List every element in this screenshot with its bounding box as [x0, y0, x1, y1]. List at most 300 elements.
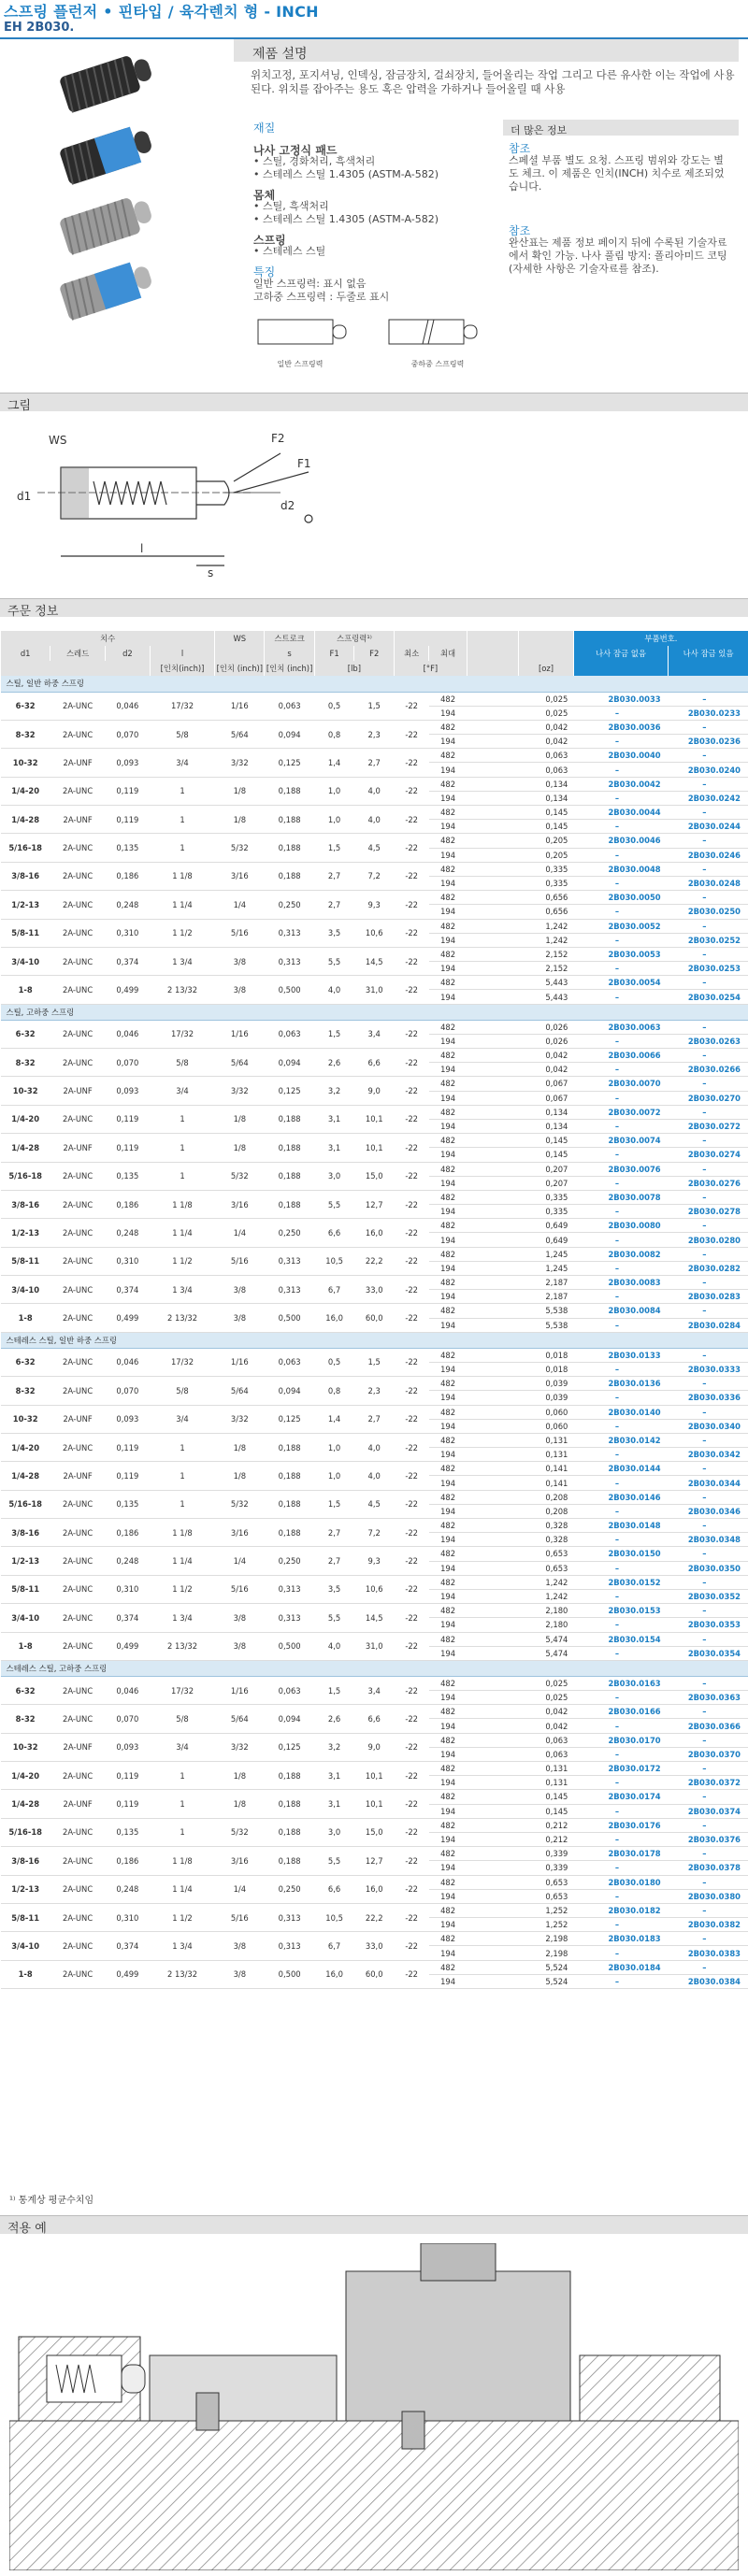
part-number-lock[interactable]: 2B030.0080 — [573, 1219, 668, 1233]
part-number-nolock[interactable]: 2B030.0350 — [669, 1561, 748, 1575]
part-number-nolock[interactable]: 2B030.0244 — [669, 820, 748, 834]
dash: – — [573, 1946, 668, 1960]
cell-weight: 0,207 — [519, 1176, 574, 1190]
dash: – — [669, 919, 748, 933]
cell: -22 — [395, 1960, 429, 1988]
part-number-lock[interactable]: 2B030.0150 — [573, 1547, 668, 1561]
th-ws-unit: [인치 (inch)] — [215, 661, 265, 676]
product-photo-1 — [11, 45, 189, 124]
cell: -22 — [395, 1219, 429, 1247]
cell: -22 — [395, 1162, 429, 1190]
cell: 22,2 — [354, 1903, 395, 1931]
drawing-label-l: l — [140, 542, 144, 555]
cell: 5/16-18 — [1, 834, 50, 862]
part-number-lock[interactable]: 2B030.0180 — [573, 1875, 668, 1889]
cell: 0,063 — [265, 1348, 314, 1376]
part-number-lock[interactable]: 2B030.0042 — [573, 777, 668, 791]
table-row — [1, 1604, 748, 1618]
part-number-nolock[interactable]: 2B030.0240 — [669, 763, 748, 777]
cell: -22 — [395, 1247, 429, 1275]
part-number-lock[interactable]: 2B030.0082 — [573, 1247, 668, 1261]
cell: 9,0 — [354, 1077, 395, 1105]
part-number-nolock[interactable]: 2B030.0233 — [669, 706, 748, 720]
dash: – — [573, 1918, 668, 1932]
part-number-nolock[interactable]: 2B030.0342 — [669, 1448, 748, 1462]
part-number-nolock[interactable]: 2B030.0344 — [669, 1476, 748, 1490]
part-number-lock[interactable]: 2B030.0040 — [573, 749, 668, 763]
group-row — [1, 1660, 748, 1676]
group-row — [1, 1004, 748, 1020]
cell: 9,3 — [354, 1547, 395, 1575]
cell: 1 1/4 — [150, 1875, 214, 1903]
cell: 3/32 — [215, 1733, 265, 1761]
cell: 2A-UNF — [50, 1134, 106, 1162]
part-number-lock[interactable]: 2B030.0052 — [573, 919, 668, 933]
part-number-lock[interactable]: 2B030.0154 — [573, 1632, 668, 1646]
cell-weight: 0,063 — [519, 763, 574, 777]
cell-weight: 1,252 — [519, 1918, 574, 1932]
part-number-lock[interactable]: 2B030.0046 — [573, 834, 668, 848]
cell: 1/16 — [215, 1348, 265, 1376]
cell: 0,188 — [265, 1818, 314, 1846]
cell-weight: 0,026 — [519, 1020, 574, 1034]
cell-weight: 0,018 — [519, 1362, 574, 1376]
part-number-lock[interactable]: 2B030.0148 — [573, 1519, 668, 1533]
part-number-lock[interactable]: 2B030.0074 — [573, 1134, 668, 1148]
dash: – — [669, 1490, 748, 1504]
cell: 2A-UNC — [50, 1705, 106, 1733]
part-number-nolock[interactable]: 2B030.0280 — [669, 1233, 748, 1247]
cell: -22 — [395, 947, 429, 975]
part-number-lock[interactable]: 2B030.0140 — [573, 1405, 668, 1419]
cell-tmax: 482 — [429, 1818, 468, 1832]
part-number-nolock[interactable]: 2B030.0274 — [669, 1148, 748, 1162]
cell: 1 1/2 — [150, 1247, 214, 1275]
drawing-label-s: s — [208, 566, 214, 580]
cell: 3,4 — [354, 1020, 395, 1048]
cell: 3,2 — [314, 1077, 354, 1105]
part-number-nolock[interactable]: 2B030.0236 — [669, 735, 748, 749]
cell: 1,0 — [314, 1433, 354, 1461]
cell: -22 — [395, 1377, 429, 1405]
cell-tmax: 482 — [429, 1219, 468, 1233]
dash: – — [669, 749, 748, 763]
part-number-nolock[interactable]: 2B030.0384 — [669, 1974, 748, 1988]
cell: 0,248 — [105, 891, 150, 919]
cell: 0,248 — [105, 1219, 150, 1247]
application-drawing — [9, 2243, 739, 2570]
cell: -22 — [395, 1762, 429, 1790]
group-title: 스틸, 일반 하중 스프링 — [1, 676, 748, 692]
part-number-lock[interactable]: 2B030.0072 — [573, 1105, 668, 1119]
cell-weight: 0,134 — [519, 777, 574, 791]
part-number-lock[interactable]: 2B030.0174 — [573, 1790, 668, 1804]
cell: 3,1 — [314, 1762, 354, 1790]
cell: 0,119 — [105, 1433, 150, 1461]
caption-normal: 일반 스프링력 — [277, 360, 324, 368]
cell: 3/4 — [150, 749, 214, 777]
cell: 10,1 — [354, 1790, 395, 1818]
part-number-lock[interactable]: 2B030.0166 — [573, 1705, 668, 1719]
product-photo-4 — [11, 252, 189, 332]
dash: – — [573, 1504, 668, 1518]
part-number-nolock[interactable]: 2B030.0246 — [669, 848, 748, 862]
cell: 0,188 — [265, 834, 314, 862]
table-row — [1, 1790, 748, 1804]
group-title: 스테레스 스틸, 고하중 스프링 — [1, 1660, 748, 1676]
cell-tmax: 194 — [429, 1034, 468, 1048]
cell-tmax: 482 — [429, 891, 468, 905]
cell: 1 — [150, 1490, 214, 1518]
part-number-nolock[interactable]: 2B030.0352 — [669, 1589, 748, 1603]
cell-weight: 0,656 — [519, 905, 574, 919]
cell: -22 — [395, 720, 429, 748]
cell: 5/32 — [215, 1162, 265, 1190]
part-number-nolock[interactable]: 2B030.0372 — [669, 1776, 748, 1790]
cell-tmax: 194 — [429, 933, 468, 947]
cell: 16,0 — [354, 1219, 395, 1247]
part-number-lock[interactable]: 2B030.0176 — [573, 1818, 668, 1832]
part-number-nolock[interactable]: 2B030.0242 — [669, 791, 748, 805]
part-number-lock[interactable]: 2B030.0170 — [573, 1733, 668, 1747]
cell-tmax: 194 — [429, 1318, 468, 1332]
part-number-nolock[interactable]: 2B030.0383 — [669, 1946, 748, 1960]
dash: – — [573, 1646, 668, 1660]
body-heading: 몸체 — [253, 189, 276, 202]
cell-tmax: 482 — [429, 1733, 468, 1747]
cell: -22 — [395, 1932, 429, 1960]
cell: 3/8-16 — [1, 1190, 50, 1218]
part-number-nolock[interactable]: 2B030.0353 — [669, 1618, 748, 1632]
dash: – — [669, 1377, 748, 1391]
cell-weight: 5,538 — [519, 1318, 574, 1332]
cell-weight: 0,067 — [519, 1077, 574, 1091]
cell: 2A-UNC — [50, 1932, 106, 1960]
cell-weight: 0,042 — [519, 1049, 574, 1063]
cell: 2A-UNC — [50, 1762, 106, 1790]
cell: 0,313 — [265, 1276, 314, 1304]
cell: 1-8 — [1, 976, 50, 1004]
cell: 0,188 — [265, 777, 314, 805]
cell-tmax: 194 — [429, 1974, 468, 1988]
part-number-nolock[interactable]: 2B030.0346 — [669, 1504, 748, 1518]
cell: 0,313 — [265, 947, 314, 975]
dash: – — [669, 1705, 748, 1719]
cell: 0,135 — [105, 1818, 150, 1846]
cell: 4,0 — [354, 1433, 395, 1461]
dash: – — [669, 1247, 748, 1261]
dash: – — [669, 891, 748, 905]
cell: 2A-UNC — [50, 1105, 106, 1133]
part-number-lock[interactable]: 2B030.0053 — [573, 947, 668, 961]
cell: 1,5 — [354, 692, 395, 720]
cell: 0,125 — [265, 1077, 314, 1105]
part-number-lock[interactable]: 2B030.0172 — [573, 1762, 668, 1776]
application-section-title: 적용 예 — [7, 2222, 47, 2236]
technical-drawing — [0, 416, 430, 580]
part-number-lock[interactable]: 2B030.0152 — [573, 1575, 668, 1589]
cell-tmax: 194 — [429, 1861, 468, 1875]
dash: – — [669, 1762, 748, 1776]
drawing-label-f2: F2 — [271, 432, 285, 445]
cell: 0,093 — [105, 1405, 150, 1433]
table-row — [1, 1247, 748, 1261]
part-number-lock[interactable]: 2B030.0078 — [573, 1190, 668, 1204]
part-number-nolock[interactable]: 2B030.0376 — [669, 1832, 748, 1846]
cell: 2A-UNC — [50, 834, 106, 862]
dash: – — [573, 706, 668, 720]
cell: 2,7 — [314, 1519, 354, 1547]
feature-heading: 특징 — [253, 265, 276, 279]
cell: -22 — [395, 1705, 429, 1733]
cell: 2,7 — [314, 1547, 354, 1575]
part-number-nolock[interactable]: 2B030.0263 — [669, 1034, 748, 1048]
cell: 1/16 — [215, 692, 265, 720]
cell: 3/4 — [150, 1405, 214, 1433]
cell-weight: 0,145 — [519, 1790, 574, 1804]
cell: 0,063 — [265, 1020, 314, 1048]
cell: -22 — [395, 1405, 429, 1433]
cell: 0,188 — [265, 1134, 314, 1162]
cell: 6-32 — [1, 1348, 50, 1376]
cell: 0,313 — [265, 1604, 314, 1632]
table-row — [1, 1960, 748, 1974]
cell: 3/8 — [215, 976, 265, 1004]
cell: -22 — [395, 1903, 429, 1931]
table-row — [1, 749, 748, 763]
part-number-nolock[interactable]: 2B030.0348 — [669, 1533, 748, 1547]
cell: 2A-UNC — [50, 692, 106, 720]
cell: 5,5 — [314, 1190, 354, 1218]
part-number-nolock[interactable]: 2B030.0354 — [669, 1646, 748, 1660]
part-number-nolock[interactable]: 2B030.0363 — [669, 1691, 748, 1705]
cell: 1/4-20 — [1, 1762, 50, 1790]
part-number-lock[interactable]: 2B030.0036 — [573, 720, 668, 734]
part-number-lock[interactable]: 2B030.0084 — [573, 1304, 668, 1318]
cell-weight: 0,063 — [519, 749, 574, 763]
dash: – — [573, 791, 668, 805]
th-dimensions: 치수 — [1, 631, 215, 646]
part-number-nolock[interactable]: 2B030.0370 — [669, 1747, 748, 1761]
table-row — [1, 1049, 748, 1063]
part-number-nolock[interactable]: 2B030.0272 — [669, 1119, 748, 1133]
cell: -22 — [395, 1462, 429, 1490]
part-number-nolock[interactable]: 2B030.0382 — [669, 1918, 748, 1932]
part-number-lock[interactable]: 2B030.0178 — [573, 1847, 668, 1861]
cell: 4,5 — [354, 834, 395, 862]
table-row — [1, 1762, 748, 1776]
cell: 6,6 — [354, 1049, 395, 1077]
part-number-lock[interactable]: 2B030.0066 — [573, 1049, 668, 1063]
cell: 1-8 — [1, 1960, 50, 1988]
cell-weight: 0,212 — [519, 1818, 574, 1832]
table-row — [1, 862, 748, 876]
table-row — [1, 777, 748, 791]
part-number-nolock[interactable]: 2B030.0254 — [669, 990, 748, 1004]
part-number-nolock[interactable]: 2B030.0336 — [669, 1391, 748, 1405]
cell-tmax: 482 — [429, 1020, 468, 1034]
part-number-nolock[interactable]: 2B030.0250 — [669, 905, 748, 919]
cell-weight: 5,524 — [519, 1974, 574, 1988]
cell: 0,310 — [105, 1903, 150, 1931]
part-number-nolock[interactable]: 2B030.0278 — [669, 1205, 748, 1219]
cell: -22 — [395, 1276, 429, 1304]
cell-tmax: 482 — [429, 1049, 468, 1063]
dash: – — [573, 905, 668, 919]
cell: 0,135 — [105, 834, 150, 862]
part-number-lock[interactable]: 2B030.0033 — [573, 692, 668, 706]
part-number-nolock[interactable]: 2B030.0282 — [669, 1261, 748, 1275]
cell: 5/64 — [215, 1049, 265, 1077]
cell: 0,188 — [265, 1190, 314, 1218]
cell: 1 — [150, 1762, 214, 1790]
part-number-nolock[interactable]: 2B030.0276 — [669, 1176, 748, 1190]
cell-weight: 1,242 — [519, 919, 574, 933]
cell: 2A-UNC — [50, 1049, 106, 1077]
part-number-lock[interactable]: 2B030.0183 — [573, 1932, 668, 1946]
cell-tmax: 194 — [429, 962, 468, 976]
dash: – — [573, 1719, 668, 1733]
cell: 2A-UNC — [50, 1247, 106, 1275]
cell: -22 — [395, 1348, 429, 1376]
part-number-lock[interactable]: 2B030.0048 — [573, 862, 668, 876]
cell-tmax: 482 — [429, 1304, 468, 1318]
threaded-heading: 나사 고정식 패드 — [253, 144, 338, 157]
part-number-nolock[interactable]: 2B030.0252 — [669, 933, 748, 947]
th-tmin: 최소 — [395, 646, 429, 661]
cell-tmax: 194 — [429, 1063, 468, 1077]
drawing-label-ws: WS — [49, 434, 67, 447]
dash: – — [573, 1063, 668, 1077]
cell: -22 — [395, 777, 429, 805]
cell: 2,7 — [354, 749, 395, 777]
cell-tmax: 194 — [429, 1233, 468, 1247]
cell: 0,070 — [105, 1705, 150, 1733]
cell: 0,499 — [105, 1632, 150, 1660]
dash: – — [573, 1618, 668, 1632]
cell-weight: 0,335 — [519, 1205, 574, 1219]
cell: 6,6 — [314, 1875, 354, 1903]
part-number-nolock[interactable]: 2B030.0253 — [669, 962, 748, 976]
part-number-lock[interactable]: 2B030.0054 — [573, 976, 668, 990]
cell: 2A-UNC — [50, 1190, 106, 1218]
cell: 6-32 — [1, 1676, 50, 1704]
cell-weight: 0,134 — [519, 1105, 574, 1119]
part-number-lock[interactable]: 2B030.0083 — [573, 1276, 668, 1290]
part-number-lock[interactable]: 2B030.0144 — [573, 1462, 668, 1476]
dash: – — [669, 1676, 748, 1690]
part-number-nolock[interactable]: 2B030.0374 — [669, 1804, 748, 1818]
cell: 0,188 — [265, 1105, 314, 1133]
cell: 6,7 — [314, 1276, 354, 1304]
cell: 3,0 — [314, 1818, 354, 1846]
part-number-lock[interactable]: 2B030.0076 — [573, 1162, 668, 1176]
cell: 1/4 — [215, 1875, 265, 1903]
cell: 0,313 — [265, 919, 314, 947]
part-number-lock[interactable]: 2B030.0050 — [573, 891, 668, 905]
cell-weight: 0,653 — [519, 1561, 574, 1575]
cell: 2A-UNC — [50, 1575, 106, 1603]
cell-tmax: 194 — [429, 1391, 468, 1405]
cell-tmax: 482 — [429, 720, 468, 734]
cell: 2A-UNC — [50, 919, 106, 947]
dash: – — [573, 1747, 668, 1761]
part-number-lock[interactable]: 2B030.0142 — [573, 1433, 668, 1447]
cell-weight: 2,152 — [519, 947, 574, 961]
group-title: 스틸, 고하중 스프링 — [1, 1004, 748, 1020]
spring-item: • 스테레스 스틸 — [253, 245, 326, 257]
cell: 1 — [150, 1818, 214, 1846]
part-number-lock[interactable]: 2B030.0184 — [573, 1960, 668, 1974]
cell: 3/8-16 — [1, 862, 50, 890]
cell: 1/4 — [215, 891, 265, 919]
cell-weight: 0,063 — [519, 1733, 574, 1747]
cell: 3/4-10 — [1, 1276, 50, 1304]
part-number-nolock[interactable]: 2B030.0284 — [669, 1318, 748, 1332]
cell-tmax: 194 — [429, 820, 468, 834]
dash: – — [669, 1049, 748, 1063]
part-number-nolock[interactable]: 2B030.0333 — [669, 1362, 748, 1376]
cell-tmax: 482 — [429, 1604, 468, 1618]
part-number-nolock[interactable]: 2B030.0248 — [669, 876, 748, 890]
cell: 3/4-10 — [1, 1932, 50, 1960]
part-number-lock[interactable]: 2B030.0182 — [573, 1903, 668, 1917]
part-number-nolock[interactable]: 2B030.0380 — [669, 1889, 748, 1903]
cell: -22 — [395, 1733, 429, 1761]
cell-tmax: 482 — [429, 1077, 468, 1091]
dash: – — [573, 1233, 668, 1247]
dash: – — [573, 962, 668, 976]
part-number-lock[interactable]: 2B030.0163 — [573, 1676, 668, 1690]
dash: – — [669, 1348, 748, 1362]
part-number-lock[interactable]: 2B030.0153 — [573, 1604, 668, 1618]
part-number-lock[interactable]: 2B030.0044 — [573, 806, 668, 820]
cell: 0,188 — [265, 806, 314, 834]
part-number-lock[interactable]: 2B030.0133 — [573, 1348, 668, 1362]
cell-tmax: 194 — [429, 1719, 468, 1733]
cell: 0,125 — [265, 749, 314, 777]
part-number-lock[interactable]: 2B030.0146 — [573, 1490, 668, 1504]
drawing-section-header — [0, 393, 748, 411]
part-number-lock[interactable]: 2B030.0070 — [573, 1077, 668, 1091]
dash: – — [573, 763, 668, 777]
cell: 3,0 — [314, 1162, 354, 1190]
dash: – — [669, 1604, 748, 1618]
cell-tmax: 482 — [429, 1903, 468, 1917]
table-row — [1, 1077, 748, 1091]
part-number-nolock[interactable]: 2B030.0283 — [669, 1290, 748, 1304]
cell: 2A-UNC — [50, 1519, 106, 1547]
part-number-nolock[interactable]: 2B030.0378 — [669, 1861, 748, 1875]
dash: – — [573, 876, 668, 890]
cell-weight: 5,524 — [519, 1960, 574, 1974]
cell: 1/4 — [215, 1547, 265, 1575]
dash: – — [669, 777, 748, 791]
cell: 10,5 — [314, 1247, 354, 1275]
part-number-nolock[interactable]: 2B030.0266 — [669, 1063, 748, 1077]
cell: 1,0 — [314, 806, 354, 834]
product-code: EH 2B030. — [4, 21, 75, 35]
part-number-lock[interactable]: 2B030.0063 — [573, 1020, 668, 1034]
table-row — [1, 1462, 748, 1476]
part-number-nolock[interactable]: 2B030.0270 — [669, 1091, 748, 1105]
part-number-nolock[interactable]: 2B030.0366 — [669, 1719, 748, 1733]
part-number-nolock[interactable]: 2B030.0340 — [669, 1419, 748, 1433]
part-number-lock[interactable]: 2B030.0136 — [573, 1377, 668, 1391]
cell-weight: 2,198 — [519, 1946, 574, 1960]
cell: -22 — [395, 891, 429, 919]
cell: 1/2-13 — [1, 1547, 50, 1575]
